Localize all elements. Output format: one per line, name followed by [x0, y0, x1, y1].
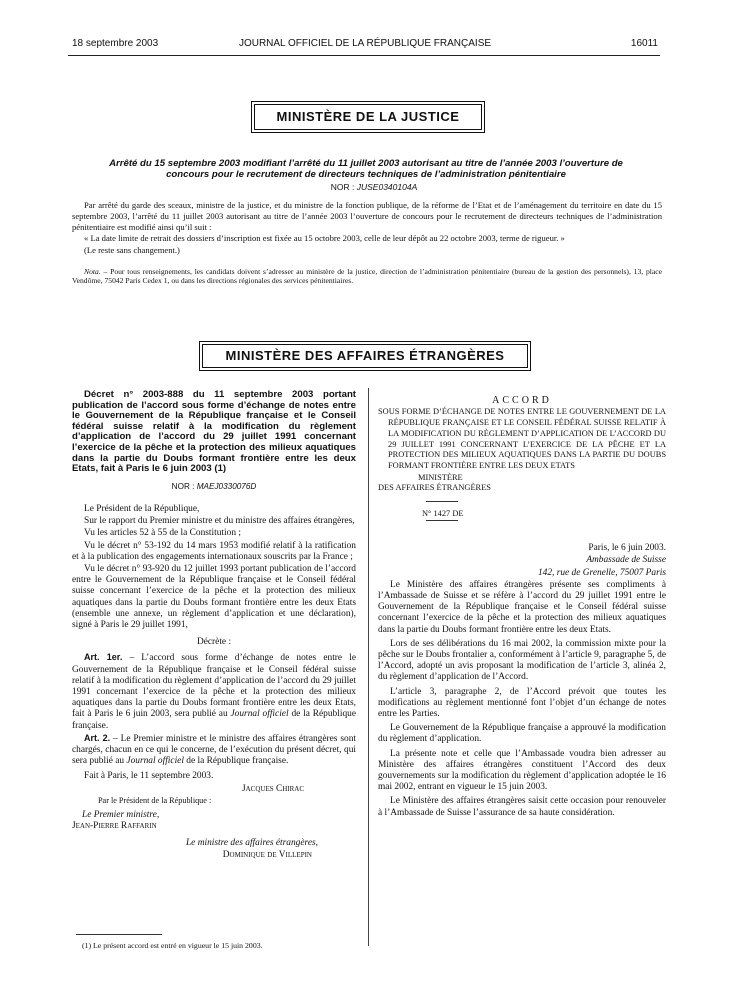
ministere-block — [378, 473, 666, 493]
ref-rule-top — [426, 501, 458, 502]
decret-paragraph: Le Président de la République, — [84, 503, 200, 514]
nor-value: JUSE0340104A — [356, 182, 418, 192]
article-2 — [72, 733, 356, 768]
accord-paragraph: Le Gouvernement de la République française a approuvé la modification du règlement d’application. — [378, 723, 666, 745]
accord-subtitle-text: SOUS FORME D’ÉCHANGE DE NOTES ENTRE LE GOUVERNEMENT DE LA RÉPUBLIQUE FRANÇAISE ET LE CONSEIL FÉDÉRAL SUISSE RELATIF À LA MODIFICATION DU RÈGLEMENT D’APPLICATION DE L’ACCORD DU 29 JUILLET 1991 CONCERNANT L’EXERCICE DE LA PÊCHE ET LA PROTECTION DES MILIEUX AQUATIQUES DANS LA PARTIE DU DOUBS FORMANT FRONTIÈRE ENTRE LES DEUX ETATS — [378, 407, 666, 471]
arrete-body — [72, 200, 662, 287]
footnote: (1) Le présent accord est entré en vigueur le 15 juin 2003. — [82, 941, 263, 950]
article-1-label: Art. 1er. — [84, 652, 123, 663]
nota-label: Nota. — [84, 266, 101, 276]
arrete-paragraph: Par arrêté du garde des sceaux, ministre de la justice, et du ministre de la fonction publique, de la réforme de l’Etat et de l’aménagement du territoire en date du 15 septembre 2003, l’arrêté du 11 juillet 2003 autorisant au titre de l’année 2003 l’ouverture de concours pour le recrutement de directeurs techniques de l’administration pénitentiaire est modifié ainsi qu’il suit : — [72, 200, 662, 232]
ministry-foreign-affairs-heading: MINISTÈRE DES AFFAIRES ÉTRANGÈRES — [202, 344, 528, 368]
accord-paragraph: L’article 3, paragraphe 2, de l’Accord prévoit que toutes les modifications au règlement mentionné font l’objet d’un échange de notes entre les Parties. — [378, 686, 666, 720]
ref-rule-bottom — [426, 520, 458, 521]
arrete-paragraph: « La date limite de retrait des dossiers d’inscription est fixée au 15 octobre 2003, celle de leur dépôt au 22 octobre 2003, terme de rigueur. » — [84, 233, 565, 244]
ministre-ae-name: Dominique de Villepin — [222, 849, 312, 860]
article-2-label: Art. 2. — [84, 732, 111, 743]
arrete-paragraph: (Le reste sans changement.) — [84, 245, 180, 256]
header-rule — [68, 55, 660, 56]
decret-paragraph: Vu le décret n° 53-192 du 14 mars 1953 modifié relatif à la ratification et à la publication des engagements internationaux souscrits par la France ; — [72, 540, 356, 562]
decret-nor — [72, 481, 356, 492]
fait-a-paris: Fait à Paris, le 11 septembre 2003. — [84, 771, 214, 782]
accord-paragraph: Le Ministère des affaires étrangères présente ses compliments à l’Ambassade de Suisse et se réfère à l’accord du 29 juillet 1991 entre le Gouvernement de la République française et le Conseil fédéral suisse concernant l’exercice de la pêche et la protection des milieux aquatiques dans la partie du Doubs formant frontière entre les deux Etats. — [378, 579, 666, 635]
accord-paragraph: Lors de ses délibérations du 16 mai 2002, la commission mixte pour la pêche sur le Doubs frontalier a, conformément à l’article 9, paragraphe 5, de l’Accord, adopté un avis proposant la modification de l’article 3, alinéa 2, du règlement d’application de l’Accord. — [378, 638, 666, 683]
ambassade-name: Ambassade de Suisse — [586, 555, 666, 566]
president-signature: Jacques Chirac — [241, 783, 304, 794]
arrete-title: Arrêté du 15 septembre 2003 modifiant l’arrêté du 11 juillet 2003 autorisant au titre de l’année 2003 l’ouverture de concours pour le recrutement de directeurs techniques de l’administration pénitentiaire — [109, 158, 623, 180]
ministere-line-1: MINISTÈRE — [418, 472, 463, 482]
nor-label: NOR : — [330, 182, 355, 192]
ambassade-address: 142, rue de Grenelle, 75007 Paris — [537, 567, 666, 578]
decrete-heading: Décrète : — [196, 637, 232, 648]
accord-column — [378, 395, 666, 822]
place-date: Paris, le 6 juin 2003. — [588, 543, 666, 554]
journal-officiel-ref: Journal officiel — [230, 709, 289, 720]
nor-value: MAEJ0330076D — [196, 481, 257, 491]
journal-officiel-ref: Journal officiel — [126, 756, 184, 767]
page-number: 16011 — [630, 38, 658, 49]
par-le-president: Par le Président de la République : — [98, 795, 212, 805]
accord-paragraph: La présente note et celle que l’Ambassade voudra bien adresser au Ministère des affaires étrangères constituent l’Accord des deux gouvernements sur la modification du règlement d’application adoptée le 16 mai 2002, entrant en vigueur le 15 juin 2003. — [378, 748, 666, 793]
premier-ministre-label: Le Premier ministre, — [82, 810, 160, 821]
decret-paragraph: Sur le rapport du Premier ministre et du ministre des affaires étrangères, — [84, 516, 355, 527]
accord-heading: ACCORD — [492, 395, 552, 406]
article-2-end: de la République française. — [183, 756, 289, 767]
footnote-rule — [76, 934, 162, 935]
article-1-text: – L’accord sous forme d’échange de notes entre le Gouvernement de la République française et le Conseil fédéral suisse relatif à la modification du règlement d’application de l’accord du 29 juillet 1991 concernant l’exercice de la pêche et la protection des milieux aquatiques dans la partie du Doubs formant frontière entre les deux Etats, fait à Paris le 6 juin 2003, sera publié au — [72, 653, 356, 720]
decret-title: Décret n° 2003-888 du 11 septembre 2003 portant publication de l’accord sous forme d’échange de notes entre le Gouvernement de la République française et le Conseil fédéral suisse relatif à la modification du règlement d’application de l’accord du 29 juillet 1991 concernant l’exercice de la pêche et la protection des milieux aquatiques dans la partie du Doubs formant frontière entre les deux Etats, fait à Paris le 6 juin 2003 (1) — [72, 389, 356, 475]
issue-date: 18 septembre 2003 — [72, 38, 159, 49]
decret-paragraph: Vu les articles 52 à 55 de la Constitution ; — [84, 528, 241, 539]
nota-text: – Pour tous renseignements, les candidats doivent s’adresser au ministère de la justice, direction de l’administration pénitentiaire (bureau de la gestion des personnels), 13, place Vendôme, 75042 Paris Cedex 1, ou dans les directions régionales des services pénitentiaires. — [72, 266, 662, 286]
note-reference: N° 1427 DE — [422, 508, 464, 518]
column-divider — [368, 388, 369, 946]
article-1 — [72, 652, 356, 731]
premier-ministre-name: Jean-Pierre Raffarin — [72, 821, 157, 832]
arrete-nor — [0, 182, 748, 192]
journal-title: JOURNAL OFFICIEL DE LA RÉPUBLIQUE FRANÇAISE — [238, 38, 492, 49]
accord-paragraph: Le Ministère des affaires étrangères saisit cette occasion pour renouveler à l’Ambassade de Suisse l’assurance de sa haute considération. — [378, 796, 666, 818]
ministry-justice-heading: MINISTÈRE DE LA JUSTICE — [254, 104, 482, 130]
arrete-nota — [72, 267, 662, 286]
article-2-text: – Le Premier ministre et le ministre des affaires étrangères sont chargés, chacun en ce qui le concerne, de l’exécution du présent décret, qui sera publié au — [72, 733, 356, 767]
decret-paragraph: Vu le décret n° 93-920 du 12 juillet 1993 portant publication de l’accord entre le Gouvernement de la République française et le Conseil fédéral suisse concernant l’exercice de la pêche et la protection des milieux aquatiques dans la partie du Doubs formant frontière entre les deux Etats (ensemble une annexe, un règlement d’application et une déclaration), signé à Paris le 29 juillet 1991, — [72, 563, 356, 630]
ministre-ae-label: Le ministre des affaires étrangères, — [185, 838, 318, 849]
ministere-line-2: DES AFFAIRES ÉTRANGÈRES — [378, 482, 491, 492]
nor-label: NOR : — [171, 481, 195, 491]
accord-subtitle — [378, 407, 666, 472]
decret-column — [72, 390, 356, 861]
article-1-end: de la République française. — [72, 709, 356, 731]
